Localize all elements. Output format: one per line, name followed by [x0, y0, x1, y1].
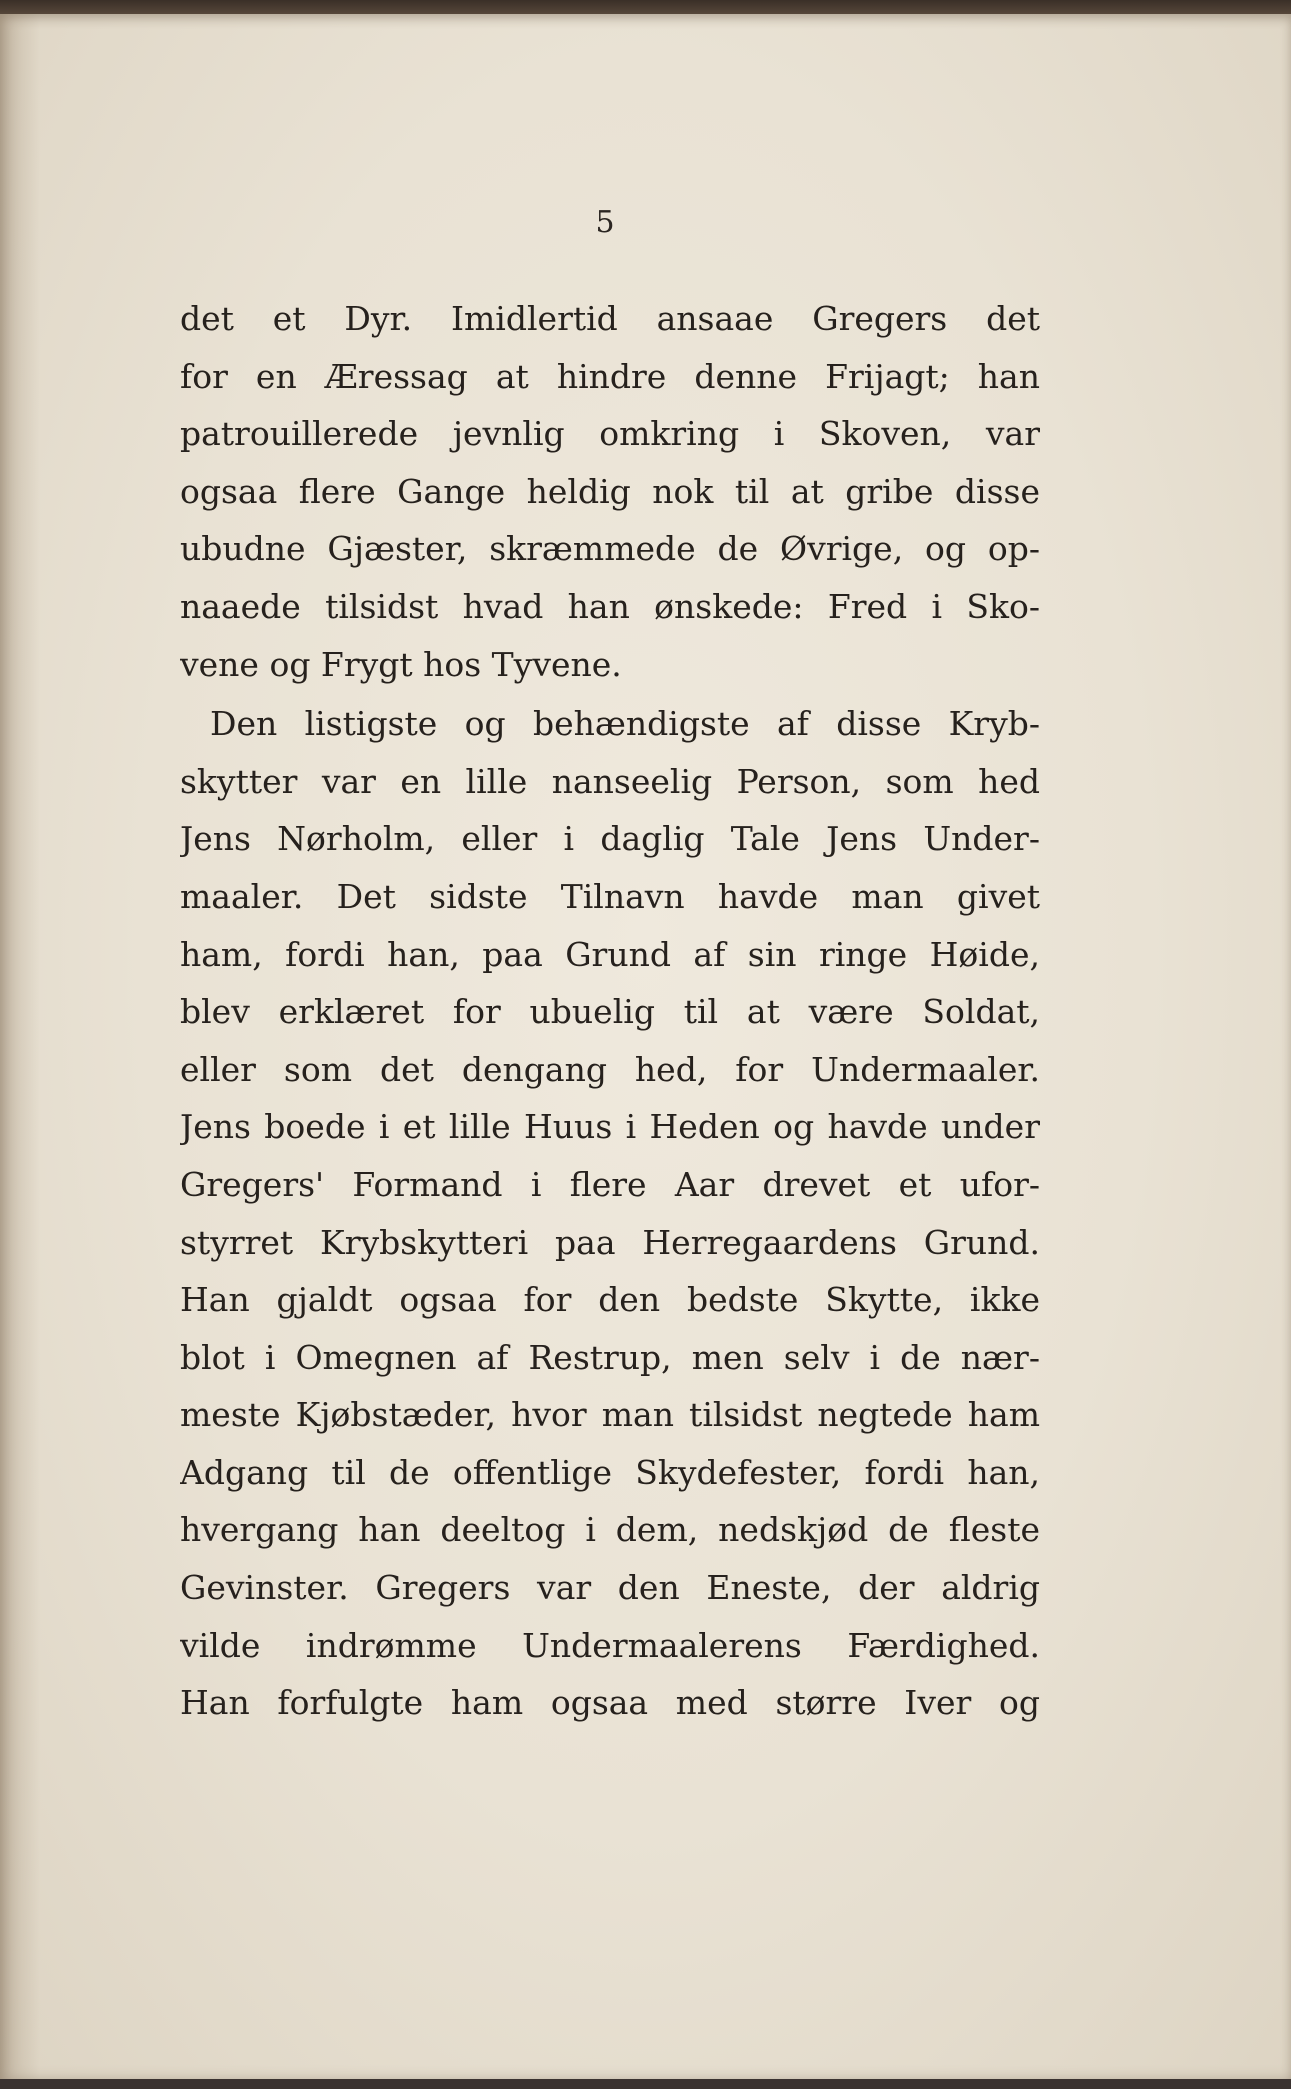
text-line: Gregers' Formand i flere Aar drevet et ufor-	[180, 1164, 1040, 1204]
text-line: maaler. Det sidste Tilnavn havde man givet	[180, 876, 1040, 916]
paragraph-2	[180, 695, 1040, 1732]
page-number: 5	[595, 205, 615, 240]
text-line: vilde indrømme Undermaalerens Færdighed.	[180, 1625, 1040, 1665]
text-line: hvergang han deeltog i dem, nedskjød de fleste	[180, 1510, 1040, 1550]
text-line: Jens boede i et lille Huus i Heden og havde under	[180, 1107, 1040, 1147]
text-line: ham, fordi han, paa Grund af sin ringe Høide,	[180, 934, 1040, 974]
text-line: Jens Nørholm, eller i daglig Tale Jens Under-	[180, 819, 1040, 859]
text-line: patrouillerede jevnlig omkring i Skoven, var	[180, 414, 1040, 454]
book-bottom-edge	[0, 2079, 1291, 2089]
text-line: skytter var en lille nanseelig Person, som hed	[180, 761, 1040, 801]
body-text	[180, 290, 1040, 1732]
text-line: meste Kjøbstæder, hvor man tilsidst negtede ham	[180, 1395, 1040, 1435]
text-line: det et Dyr. Imidlertid ansaae Gregers det	[180, 299, 1040, 338]
text-line: blot i Omegnen af Restrup, men selv i de nær-	[180, 1337, 1040, 1377]
text-line: eller som det dengang hed, for Undermaaler.	[180, 1049, 1040, 1089]
text-line: Adgang til de offentlige Skydefester, fordi han,	[180, 1452, 1040, 1492]
text-line: Den listigste og behændigste af disse Kryb-	[210, 704, 1040, 744]
page-gutter-shadow	[0, 14, 40, 2080]
text-line: Han forfulgte ham ogsaa med større Iver og	[180, 1683, 1040, 1723]
text-line: Han gjaldt ogsaa for den bedste Skytte, ikke	[180, 1280, 1040, 1320]
text-line: vene og Frygt hos Tyvene.	[180, 644, 622, 684]
text-line: blev erklæret for ubuelig til at være Soldat,	[180, 992, 1040, 1032]
text-line: ubudne Gjæster, skræmmede de Øvrige, og op-	[180, 529, 1040, 569]
text-line: Gevinster. Gregers var den Eneste, der aldrig	[180, 1568, 1040, 1608]
text-line: naaede tilsidst hvad han ønskede: Fred i Sko-	[180, 586, 1040, 626]
text-line: ogsaa flere Gange heldig nok til at gribe disse	[180, 471, 1040, 511]
text-line: for en Æressag at hindre denne Frijagt; han	[180, 356, 1040, 396]
paragraph-1	[180, 290, 1040, 693]
text-line: styrret Krybskytteri paa Herregaardens Grund.	[180, 1222, 1040, 1262]
